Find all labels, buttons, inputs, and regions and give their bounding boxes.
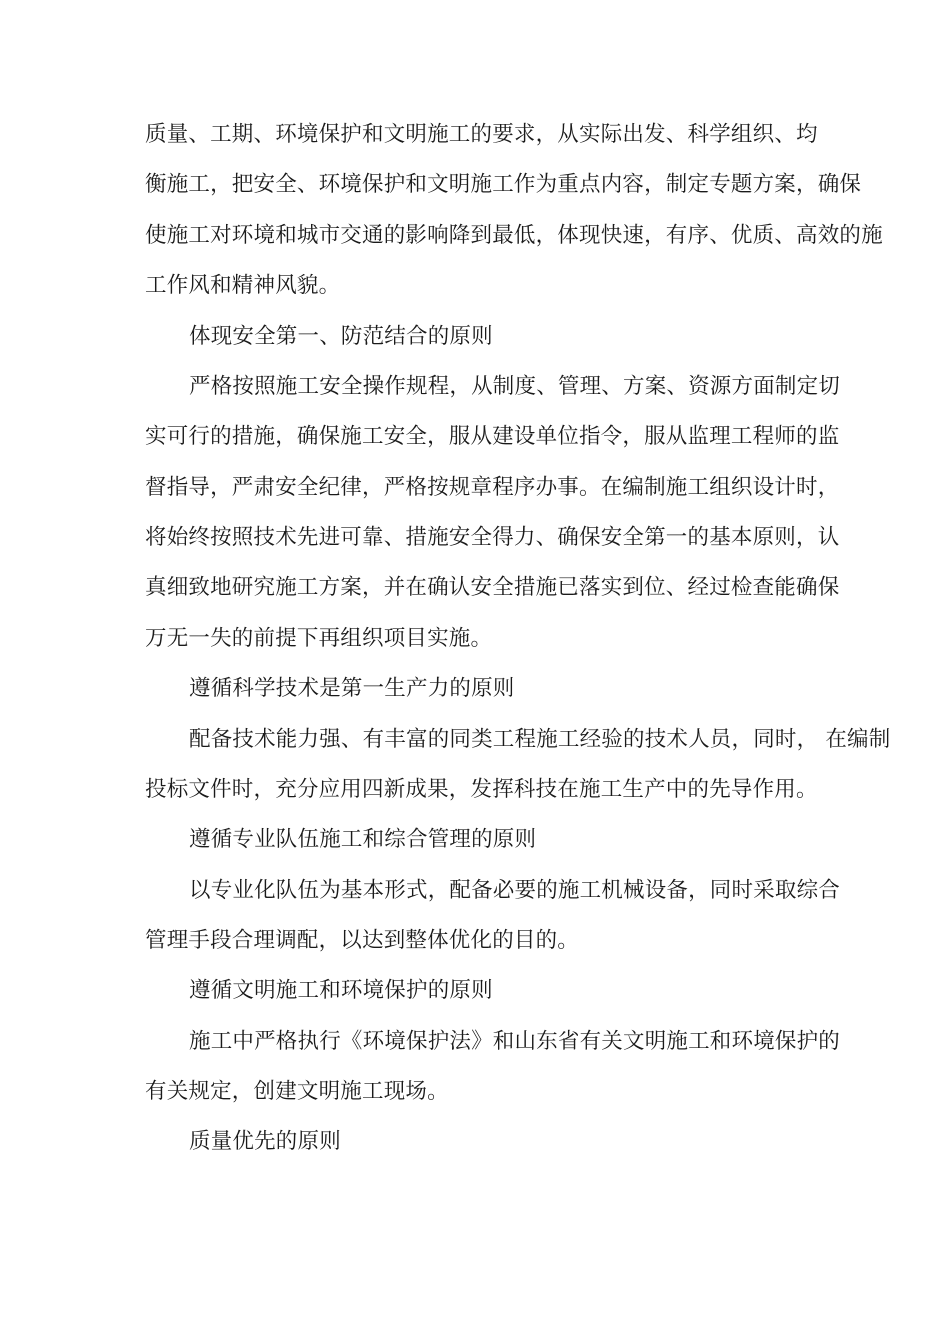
paragraph-line: 万无一失的前提下再组织项目实施。: [145, 626, 493, 651]
paragraph-line: 使施工对环境和城市交通的影响降到最低，体现快速，有序、优质、高效的施: [145, 223, 883, 248]
paragraph-line: 督指导，严肃安全纪律，严格按规章程序办事。在编制施工组织设计时，: [145, 475, 840, 500]
section-heading: 质量优先的原则: [189, 1129, 341, 1154]
paragraph-line: 管理手段合理调配，以达到整体优化的目的。: [145, 928, 580, 953]
paragraph-line: 工作风和精神风貌。: [145, 273, 341, 298]
paragraph-line: 严格按照施工安全操作规程，从制度、管理、方案、资源方面制定切: [189, 374, 841, 399]
paragraph-line: 有关规定，创建文明施工现场。: [145, 1079, 449, 1104]
section-heading: 遵循科学技术是第一生产力的原则: [189, 676, 515, 701]
section-heading: 遵循专业队伍施工和综合管理的原则: [189, 827, 537, 852]
paragraph-line: 实可行的措施，确保施工安全，服从建设单位指令，服从监理工程师的监: [145, 424, 840, 449]
section-heading: 体现安全第一、防范结合的原则: [189, 324, 493, 349]
paragraph-line: 将始终按照技术先进可靠、措施安全得力、确保安全第一的基本原则，认: [145, 525, 840, 550]
paragraph-line: 施工中严格执行《环境保护法》和山东省有关文明施工和环境保护的: [189, 1029, 841, 1054]
paragraph-line: 以专业化队伍为基本形式，配备必要的施工机械设备，同时采取综合: [189, 878, 841, 903]
paragraph-line: 配备技术能力强、有丰富的同类工程施工经验的技术人员，同时， 在编制: [189, 727, 891, 752]
paragraph-line: 衡施工，把安全、环境保护和文明施工作为重点内容，制定专题方案，确保: [145, 172, 862, 197]
paragraph-line: 真细致地研究施工方案，并在确认安全措施已落实到位、经过检查能确保: [145, 575, 840, 600]
paragraph-line: 质量、工期、环境保护和文明施工的要求，从实际出发、科学组织、均: [145, 122, 818, 147]
section-heading: 遵循文明施工和环境保护的原则: [189, 978, 493, 1003]
paragraph-line: 投标文件时，充分应用四新成果，发挥科技在施工生产中的先导作用。: [145, 777, 818, 802]
